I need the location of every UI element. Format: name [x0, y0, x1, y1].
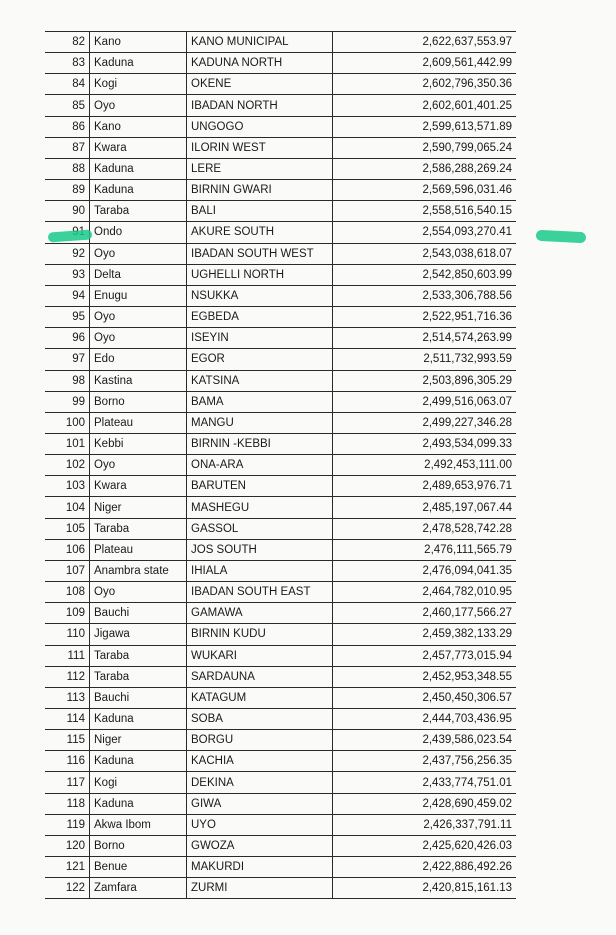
amount-cell: 2,464,782,010.95 [333, 582, 517, 603]
state-cell: Bauchi [90, 687, 187, 708]
row-number: 82 [45, 32, 90, 53]
amount-cell: 2,622,637,553.97 [333, 32, 517, 53]
state-cell: Plateau [90, 539, 187, 560]
lga-cell: IBADAN NORTH [187, 95, 333, 116]
lga-cell: BIRNIN GWARI [187, 180, 333, 201]
state-cell: Oyo [90, 582, 187, 603]
amount-cell: 2,437,756,256.35 [333, 751, 517, 772]
amount-cell: 2,511,732,993.59 [333, 349, 517, 370]
row-number: 122 [45, 878, 90, 899]
state-cell: Kano [90, 116, 187, 137]
amount-cell: 2,554,093,270.41 [333, 222, 517, 243]
state-cell: Taraba [90, 201, 187, 222]
row-number: 108 [45, 582, 90, 603]
lga-cell: KADUNA NORTH [187, 53, 333, 74]
lga-cell: BIRNIN -KEBBI [187, 433, 333, 454]
table-row [45, 370, 516, 391]
table-row [45, 116, 516, 137]
amount-cell: 2,460,177,566.27 [333, 603, 517, 624]
table-row [45, 497, 516, 518]
row-number: 97 [45, 349, 90, 370]
lga-cell: IHIALA [187, 560, 333, 581]
table-row [45, 264, 516, 285]
lga-cell: EGOR [187, 349, 333, 370]
state-cell: Kaduna [90, 751, 187, 772]
amount-cell: 2,503,896,305.29 [333, 370, 517, 391]
table-row [45, 74, 516, 95]
row-number: 106 [45, 539, 90, 560]
state-cell: Taraba [90, 666, 187, 687]
row-number: 116 [45, 751, 90, 772]
state-cell: Anambra state [90, 560, 187, 581]
amount-cell: 2,478,528,742.28 [333, 518, 517, 539]
row-number: 96 [45, 328, 90, 349]
amount-cell: 2,499,516,063.07 [333, 391, 517, 412]
row-number: 87 [45, 137, 90, 158]
row-number: 84 [45, 74, 90, 95]
row-number: 119 [45, 814, 90, 835]
state-cell: Delta [90, 264, 187, 285]
lga-allocation-table [45, 31, 516, 899]
state-cell: Kogi [90, 772, 187, 793]
table-body [45, 32, 516, 899]
table-row [45, 476, 516, 497]
table-row [45, 772, 516, 793]
state-cell: Borno [90, 391, 187, 412]
lga-cell: BORGU [187, 730, 333, 751]
table-row [45, 285, 516, 306]
amount-cell: 2,514,574,263.99 [333, 328, 517, 349]
row-number: 85 [45, 95, 90, 116]
table-row [45, 878, 516, 899]
row-number: 113 [45, 687, 90, 708]
lga-cell: OKENE [187, 74, 333, 95]
state-cell: Plateau [90, 412, 187, 433]
lga-cell: KANO MUNICIPAL [187, 32, 333, 53]
state-cell: Kaduna [90, 53, 187, 74]
table-row [45, 243, 516, 264]
lga-cell: IBADAN SOUTH WEST [187, 243, 333, 264]
row-number: 88 [45, 158, 90, 179]
amount-cell: 2,457,773,015.94 [333, 645, 517, 666]
lga-cell: KATSINA [187, 370, 333, 391]
table-row [45, 455, 516, 476]
state-cell: Edo [90, 349, 187, 370]
table-row [45, 201, 516, 222]
lga-cell: MASHEGU [187, 497, 333, 518]
state-cell: Kaduna [90, 180, 187, 201]
table-row [45, 560, 516, 581]
state-cell: Akwa Ibom [90, 814, 187, 835]
table-row [45, 180, 516, 201]
row-number: 117 [45, 772, 90, 793]
state-cell: Bauchi [90, 603, 187, 624]
amount-cell: 2,499,227,346.28 [333, 412, 517, 433]
amount-cell: 2,422,886,492.26 [333, 857, 517, 878]
row-number: 90 [45, 201, 90, 222]
lga-cell: SARDAUNA [187, 666, 333, 687]
table-row [45, 349, 516, 370]
row-number: 115 [45, 730, 90, 751]
amount-cell: 2,522,951,716.36 [333, 307, 517, 328]
row-number: 104 [45, 497, 90, 518]
state-cell: Oyo [90, 307, 187, 328]
table-row [45, 391, 516, 412]
table-row [45, 857, 516, 878]
lga-cell: ILORIN WEST [187, 137, 333, 158]
lga-cell: DEKINA [187, 772, 333, 793]
table-row [45, 603, 516, 624]
state-cell: Kogi [90, 74, 187, 95]
amount-cell: 2,492,453,111.00 [333, 455, 517, 476]
row-number: 103 [45, 476, 90, 497]
lga-cell: ISEYIN [187, 328, 333, 349]
amount-cell: 2,602,796,350.36 [333, 74, 517, 95]
lga-cell: GASSOL [187, 518, 333, 539]
table-row [45, 307, 516, 328]
lga-cell: MANGU [187, 412, 333, 433]
row-number: 109 [45, 603, 90, 624]
amount-cell: 2,602,601,401.25 [333, 95, 517, 116]
table-row [45, 158, 516, 179]
table-row [45, 53, 516, 74]
amount-cell: 2,426,337,791.11 [333, 814, 517, 835]
lga-cell: MAKURDI [187, 857, 333, 878]
amount-cell: 2,476,111,565.79 [333, 539, 517, 560]
state-cell: Taraba [90, 645, 187, 666]
amount-cell: 2,425,620,426.03 [333, 835, 517, 856]
table-row [45, 412, 516, 433]
table-row [45, 835, 516, 856]
lga-cell: BIRNIN KUDU [187, 624, 333, 645]
state-cell: Kwara [90, 137, 187, 158]
lga-cell: GAMAWA [187, 603, 333, 624]
amount-cell: 2,542,850,603.99 [333, 264, 517, 285]
lga-cell: IBADAN SOUTH EAST [187, 582, 333, 603]
lga-cell: BAMA [187, 391, 333, 412]
table-row [45, 751, 516, 772]
amount-cell: 2,590,799,065.24 [333, 137, 517, 158]
lga-cell: UYO [187, 814, 333, 835]
lga-cell: KATAGUM [187, 687, 333, 708]
lga-cell: BALI [187, 201, 333, 222]
lga-cell: WUKARI [187, 645, 333, 666]
table-row [45, 539, 516, 560]
table-row [45, 222, 516, 243]
state-cell: Ondo [90, 222, 187, 243]
highlight-mark-right [536, 230, 587, 244]
lga-cell: JOS SOUTH [187, 539, 333, 560]
row-number: 120 [45, 835, 90, 856]
amount-cell: 2,485,197,067.44 [333, 497, 517, 518]
lga-cell: ONA-ARA [187, 455, 333, 476]
lga-cell: NSUKKA [187, 285, 333, 306]
state-cell: Kano [90, 32, 187, 53]
row-number: 99 [45, 391, 90, 412]
lga-cell: ZURMI [187, 878, 333, 899]
state-cell: Borno [90, 835, 187, 856]
state-cell: Kastina [90, 370, 187, 391]
row-number: 89 [45, 180, 90, 201]
amount-cell: 2,586,288,269.24 [333, 158, 517, 179]
table-row [45, 624, 516, 645]
amount-cell: 2,489,653,976.71 [333, 476, 517, 497]
table-row [45, 645, 516, 666]
row-number: 114 [45, 709, 90, 730]
table-row [45, 328, 516, 349]
state-cell: Enugu [90, 285, 187, 306]
state-cell: Zamfara [90, 878, 187, 899]
row-number: 105 [45, 518, 90, 539]
amount-cell: 2,569,596,031.46 [333, 180, 517, 201]
row-number: 101 [45, 433, 90, 454]
table-row [45, 582, 516, 603]
row-number: 94 [45, 285, 90, 306]
lga-cell: GIWA [187, 793, 333, 814]
amount-cell: 2,452,953,348.55 [333, 666, 517, 687]
lga-cell: UGHELLI NORTH [187, 264, 333, 285]
row-number: 112 [45, 666, 90, 687]
amount-cell: 2,439,586,023.54 [333, 730, 517, 751]
lga-cell: AKURE SOUTH [187, 222, 333, 243]
table-row [45, 793, 516, 814]
table-row [45, 730, 516, 751]
row-number: 111 [45, 645, 90, 666]
amount-cell: 2,543,038,618.07 [333, 243, 517, 264]
row-number: 100 [45, 412, 90, 433]
lga-cell: GWOZA [187, 835, 333, 856]
amount-cell: 2,444,703,436.95 [333, 709, 517, 730]
state-cell: Kaduna [90, 793, 187, 814]
amount-cell: 2,420,815,161.13 [333, 878, 517, 899]
row-number: 93 [45, 264, 90, 285]
state-cell: Kebbi [90, 433, 187, 454]
row-number: 121 [45, 857, 90, 878]
state-cell: Oyo [90, 243, 187, 264]
state-cell: Taraba [90, 518, 187, 539]
lga-cell: SOBA [187, 709, 333, 730]
state-cell: Oyo [90, 455, 187, 476]
amount-cell: 2,533,306,788.56 [333, 285, 517, 306]
amount-cell: 2,493,534,099.33 [333, 433, 517, 454]
table-row [45, 687, 516, 708]
table-row [45, 95, 516, 116]
row-number: 102 [45, 455, 90, 476]
lga-cell: LERE [187, 158, 333, 179]
amount-cell: 2,450,450,306.57 [333, 687, 517, 708]
table-row [45, 709, 516, 730]
row-number: 98 [45, 370, 90, 391]
amount-cell: 2,433,774,751.01 [333, 772, 517, 793]
state-cell: Kaduna [90, 709, 187, 730]
amount-cell: 2,459,382,133.29 [333, 624, 517, 645]
amount-cell: 2,428,690,459.02 [333, 793, 517, 814]
state-cell: Jigawa [90, 624, 187, 645]
amount-cell: 2,609,561,442.99 [333, 53, 517, 74]
row-number: 118 [45, 793, 90, 814]
row-number: 83 [45, 53, 90, 74]
table-row [45, 32, 516, 53]
state-cell: Oyo [90, 328, 187, 349]
table-row [45, 137, 516, 158]
table-row [45, 814, 516, 835]
lga-cell: KACHIA [187, 751, 333, 772]
row-number: 86 [45, 116, 90, 137]
row-number: 107 [45, 560, 90, 581]
state-cell: Kaduna [90, 158, 187, 179]
amount-cell: 2,599,613,571.89 [333, 116, 517, 137]
row-number: 92 [45, 243, 90, 264]
amount-cell: 2,476,094,041.35 [333, 560, 517, 581]
state-cell: Niger [90, 497, 187, 518]
lga-cell: EGBEDA [187, 307, 333, 328]
lga-cell: BARUTEN [187, 476, 333, 497]
lga-cell: UNGOGO [187, 116, 333, 137]
amount-cell: 2,558,516,540.15 [333, 201, 517, 222]
row-number: 110 [45, 624, 90, 645]
table-row [45, 518, 516, 539]
table-row [45, 666, 516, 687]
state-cell: Benue [90, 857, 187, 878]
state-cell: Niger [90, 730, 187, 751]
state-cell: Oyo [90, 95, 187, 116]
table-row [45, 433, 516, 454]
row-number: 95 [45, 307, 90, 328]
state-cell: Kwara [90, 476, 187, 497]
